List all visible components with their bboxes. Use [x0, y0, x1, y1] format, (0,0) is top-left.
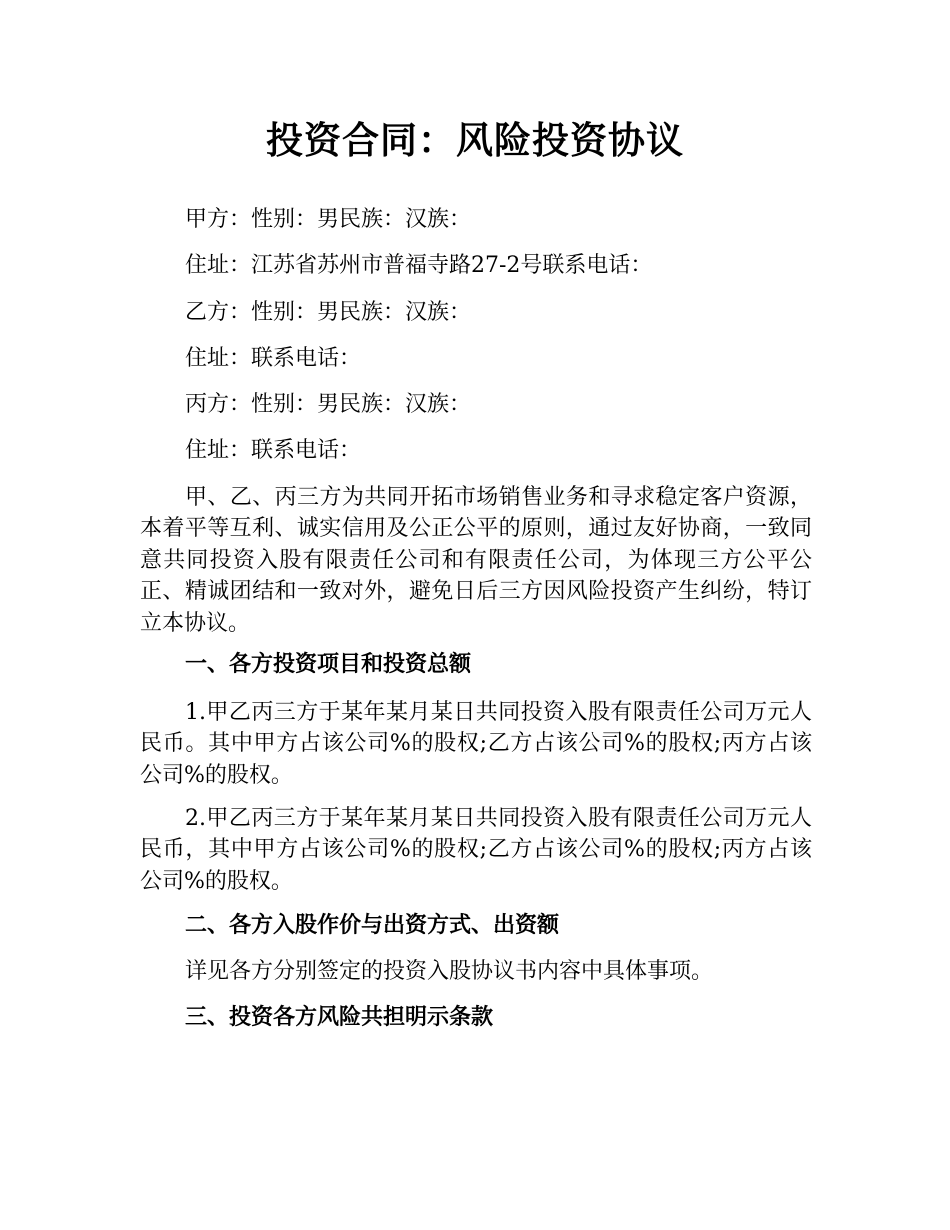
party-a-address: 住址：江苏省苏州市普福寺路27-2号联系电话： [185, 253, 653, 278]
party-c-address: 住址：联系电话： [185, 438, 362, 463]
party-b-address: 住址：联系电话： [185, 346, 362, 371]
section-3-heading: 三、投资各方风险共担明示条款 [185, 1005, 494, 1030]
party-b-info: 乙方：性别：男民族：汉族： [185, 300, 472, 325]
document-title: 投资合同：风险投资协议 [266, 119, 684, 162]
party-c-info: 丙方：性别：男民族：汉族： [185, 392, 472, 417]
section-1-item-1: 1.甲乙丙三方于某年某月某日共同投资入股有限责任公司万元人民币。其中甲方占该公司%的股权;乙方占该公司%的股权;丙方占该公司%的股权。 [140, 700, 812, 788]
section-2-heading: 二、各方入股作价与出资方式、出资额 [185, 913, 560, 938]
section-2-body: 详见各方分别签定的投资入股协议书内容中具体事项。 [185, 959, 714, 984]
intro-paragraph: 甲、乙、丙三方为共同开拓市场销售业务和寻求稳定客户资源，本着平等互利、诚实信用及公正公平的原则，通过友好协商，一致同意共同投资入股有限责任公司和有限责任公司，为体现三方公平公正、精诚团结和一致对外，避免日后三方因风险投资产生纠纷，特订立本协议。 [140, 485, 812, 636]
section-1-item-2: 2.甲乙丙三方于某年某月某日共同投资入股有限责任公司万元人民币，其中甲方占该公司%的股权;乙方占该公司%的股权;丙方占该公司%的股权。 [140, 806, 812, 894]
section-1-heading: 一、各方投资项目和投资总额 [185, 652, 472, 677]
party-a-info: 甲方：性别：男民族：汉族： [185, 207, 472, 232]
